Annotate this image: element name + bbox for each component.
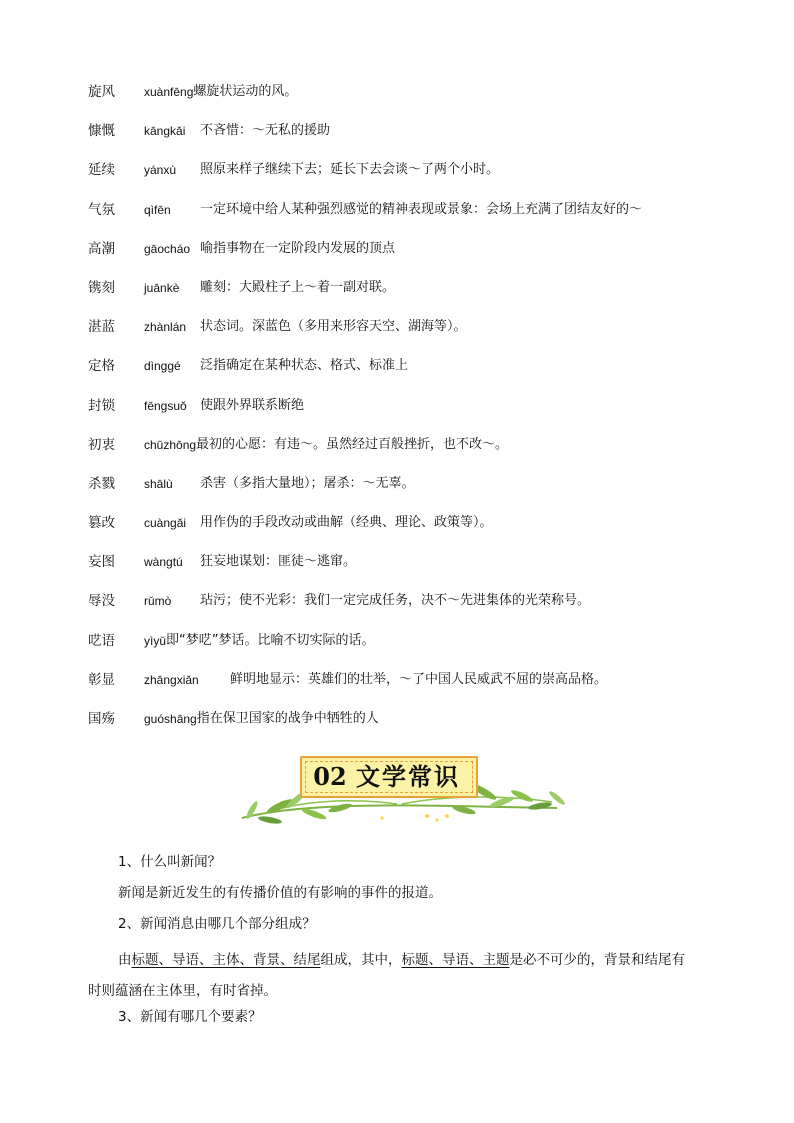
vocab-row	[88, 631, 728, 670]
vocab-definition: 指在保卫国家的战争中牺牲的人	[196, 711, 379, 726]
vocab-row	[88, 670, 728, 709]
vocab-definition: 喻指事物在一定阶段内发展的顶点	[200, 240, 396, 256]
answer-1: 新闻是新近发生的有传播价值的有影响的事件的报道。	[118, 885, 442, 901]
vocab-row	[88, 435, 728, 474]
vocab-row	[88, 591, 728, 630]
answer-2-text: 由	[118, 952, 132, 968]
vocab-pinyin: zhànlán	[144, 320, 187, 335]
answer-2-underlined-essentials: 标题、导语、主题	[401, 952, 510, 968]
vocab-definition: 雕刻：大殿柱子上～着一副对联。	[200, 279, 396, 295]
vocab-pinyin: guóshāng	[144, 712, 197, 726]
vocab-definition: 玷污；使不光彩：我们一定完成任务，决不～先进集体的光荣称号。	[200, 593, 591, 609]
vocab-word: 气氛	[88, 201, 115, 218]
vocab-word: 湛蓝	[88, 319, 115, 336]
question-1: 1、什么叫新闻？	[118, 854, 222, 870]
vocabulary-list	[88, 82, 728, 748]
question-3: 3、新闻有哪几个要素？	[118, 1009, 262, 1025]
vocab-definition: 鲜明地显示：英雄们的壮举，～了中国人民威武不屈的崇高品格。	[230, 671, 608, 687]
vocab-definition: 最初的心愿：有违～。虽然经过百般挫折，也不改～。	[196, 436, 509, 452]
vocab-pinyin: xuànfēng	[144, 85, 194, 99]
vocab-pinyin: qìfēn	[144, 202, 171, 217]
vocab-word: 杀戮	[88, 475, 115, 492]
vocab-word: 定格	[88, 358, 115, 375]
vocab-word: 篡改	[88, 515, 115, 532]
answer-2	[88, 945, 708, 1007]
vocab-row	[88, 82, 728, 121]
answer-2-text: 是必不可少的，背景和结尾有	[509, 952, 685, 968]
vocab-definition: 使跟外界联系断绝	[200, 397, 305, 413]
vocab-row	[88, 552, 728, 591]
vocab-definition: 一定环境中给人某种强烈感觉的精神表现或景象：会场上充满了团结友好的～	[200, 201, 643, 217]
vocab-definition: 杀害（多指大量地）；屠杀：～无辜。	[200, 475, 415, 491]
vocab-definition: 状态词。深蓝色（多用来形容天空、湖海等）。	[200, 319, 467, 335]
section-title: 文学常识	[356, 762, 460, 791]
vocab-row	[88, 513, 728, 552]
answer-2-line-1	[88, 945, 708, 976]
vocab-word: 封锁	[88, 397, 115, 414]
vocab-pinyin: dìnggé	[144, 359, 181, 374]
answer-2-underlined-parts: 标题、导语、主体、背景、结尾	[131, 952, 321, 968]
vocab-pinyin: kāngkǎi	[144, 124, 186, 139]
answer-2-text: 组成，其中，	[320, 952, 402, 968]
vocab-word: 初衷	[88, 436, 115, 453]
vocab-word: 妄图	[88, 554, 115, 571]
vocab-word: 慷慨	[88, 123, 115, 140]
vocab-row	[88, 474, 728, 513]
vocab-pinyin: shālù	[144, 476, 173, 491]
section-number: 02	[313, 762, 347, 791]
vocab-pinyin: fēngsuǒ	[144, 398, 187, 413]
vocab-pinyin: chūzhōng	[144, 437, 197, 452]
vocab-row	[88, 356, 728, 395]
vocab-pinyin: yánxù	[144, 163, 177, 178]
vocab-word: 镌刻	[88, 279, 115, 296]
question-2: 2、新闻消息由哪几个部分组成？	[118, 916, 316, 932]
vocab-pinyin: wàngtú	[144, 555, 183, 570]
vocab-word: 呓语	[88, 632, 115, 649]
vocab-row	[88, 239, 728, 278]
vocab-word: 辱没	[88, 593, 115, 610]
vocab-definition: 不吝惜：～无私的援助	[200, 123, 331, 139]
section-banner	[222, 748, 572, 828]
vocab-pinyin: cuàngǎi	[144, 516, 187, 531]
vocab-row	[88, 317, 728, 356]
vocab-word: 延续	[88, 162, 115, 179]
vocab-word: 彰显	[88, 671, 115, 688]
vocab-row	[88, 200, 728, 239]
vocab-pinyin: gāocháo	[144, 241, 191, 256]
answer-2-line-2: 时则蕴涵在主体里，有时省掉。	[88, 983, 277, 999]
vocab-definition: 即“梦呓”梦话。比喻不切实际的话。	[166, 632, 375, 648]
vocab-word: 旋风	[88, 84, 115, 100]
vocab-word: 国殇	[88, 711, 115, 727]
vocab-row	[88, 121, 728, 160]
vocab-definition: 狂妄地谋划：匪徒～逃窜。	[200, 554, 357, 570]
vocab-row	[88, 709, 728, 748]
vocab-pinyin: zhāngxiǎn	[144, 672, 199, 687]
vocab-row	[88, 278, 728, 317]
vocab-pinyin: yìyǔ	[144, 633, 167, 648]
vocab-definition: 泛指确定在某种状态、格式、标准上	[200, 358, 409, 374]
vocab-definition: 照原来样子继续下去；延长下去会谈～了两个小时。	[200, 162, 500, 178]
vocab-pinyin: rǔmò	[144, 594, 172, 609]
vocab-word: 高潮	[88, 240, 115, 257]
vocab-definition: 螺旋状运动的风。	[193, 84, 298, 99]
vocab-row	[88, 396, 728, 435]
vocab-pinyin: juānkè	[144, 280, 180, 295]
vocab-row	[88, 160, 728, 199]
vocab-definition: 用作伪的手段改动或曲解（经典、理论、政策等）。	[200, 515, 493, 531]
qa-section	[88, 852, 718, 1038]
